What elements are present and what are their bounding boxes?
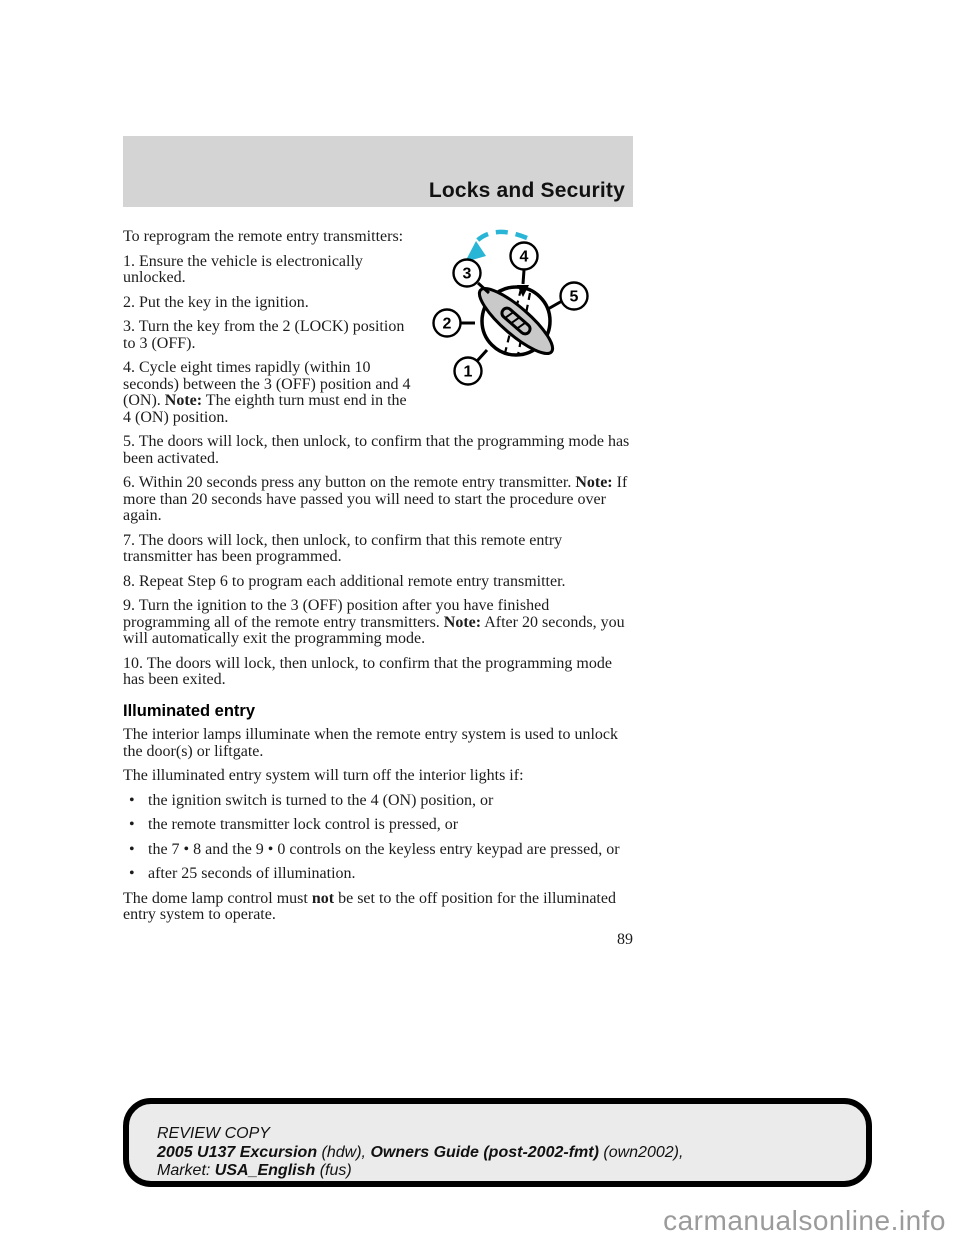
tick-line-4 [523,270,524,284]
position-label-5: 5 [569,288,579,306]
bullet-icon: • [129,840,135,858]
bullet-icon: • [129,791,135,809]
review-copy-box [123,1098,872,1187]
bullet-item: • the remote transmitter lock control is pressed, or [129,816,459,833]
position-label-1: 1 [463,363,473,381]
dome-lamp-paragraph: The dome lamp control must not be set to the off position for the illuminated entry system to operate. [123,889,616,923]
page-number: 89 [617,931,633,948]
ignition-diagram [429,229,633,401]
illuminated-paragraph-2: The illuminated entry system will turn off the interior lights if: [123,767,524,784]
tick-line-5 [548,301,562,309]
bullet-icon: • [129,816,135,833]
illuminated-bullet-list [123,793,633,883]
illuminated-paragraph-1: The interior lamps illuminate when the remote entry system is used to unlock the door(s) or liftgate. [123,726,618,760]
section-header-bar [123,136,633,207]
key-icon [472,280,561,362]
step-7: 7. The doors will lock, then unlock, to confirm that this remote entry transmitter has been programmed. [123,531,563,565]
step-8: 8. Repeat Step 6 to program each additional remote entry transmitter. [123,572,566,590]
review-copy-line1: REVIEW COPY [157,1125,270,1142]
step-6: 6. Within 20 seconds press any button on the remote entry transmitter. Note: If more than 20 seconds have passed you will need to start the procedure over again. [123,474,628,524]
review-copy-line3: Market: USA_English (fus) [157,1162,352,1179]
position-label-4: 4 [519,248,529,266]
step-10: 10. The doors will lock, then unlock, to confirm that the programming mode has been exited. [123,654,612,688]
main-content [123,229,633,932]
step-4: 4. Cycle eight times rapidly (within 10 seconds) between the 3 (OFF) position and 4 (ON). Note: The eighth turn must end in the 4 (ON) position. [123,359,411,426]
position-label-2: 2 [442,315,452,333]
bullet-item: • the 7 • 8 and the 9 • 0 controls on the keyless entry keypad are pressed, or [129,840,620,858]
illuminated-entry-heading: Illuminated entry [123,701,256,720]
watermark: carmanualsonline.info [663,1205,946,1236]
bullet-item: • after 25 seconds of illumination. [129,865,356,882]
step-9: 9. Turn the ignition to the 3 (OFF) position after you have finished programming all of the remote entry transmitters. Note: After 20 seconds, you will automatically exit the programming mode. [123,597,625,647]
review-copy-line2: 2005 U137 Excursion (hdw), Owners Guide (post-2002-fmt) (own2002), [157,1143,684,1161]
intro-paragraph: To reprogram the remote entry transmitters: [123,228,404,245]
ignition-diagram-svg [429,229,633,401]
step-3: 3. Turn the key from the 2 (LOCK) position to 3 (OFF). [123,318,405,352]
step-2: 2. Put the key in the ignition. [123,293,309,311]
bullet-item: • the ignition switch is turned to the 4 (ON) position, or [129,791,494,809]
step-5: 5. The doors will lock, then unlock, to confirm that the programming mode has been activated. [123,433,630,467]
position-label-3: 3 [462,265,472,283]
page-title: Locks and Security [428,179,625,202]
tick-line-1 [477,350,487,361]
step-1: 1. Ensure the vehicle is electronically unlocked. [123,252,363,286]
bullet-icon: • [129,865,135,882]
